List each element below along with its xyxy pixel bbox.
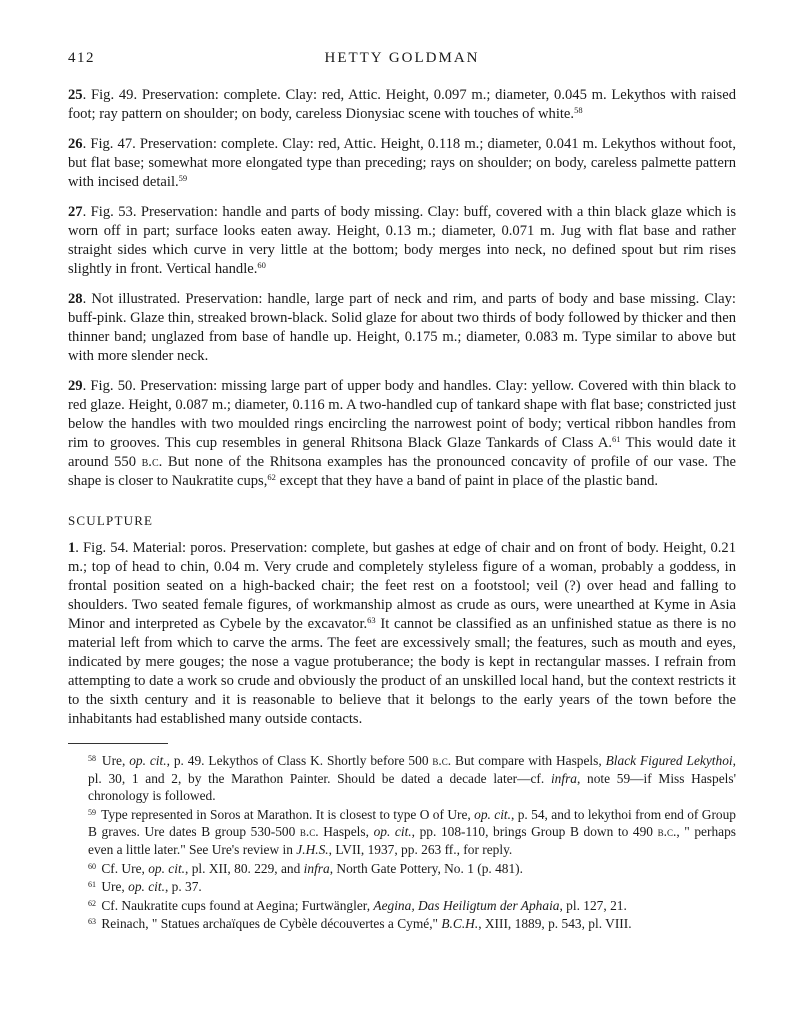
running-title: HETTY GOLDMAN bbox=[324, 50, 480, 66]
footnote-text: Haspels, bbox=[318, 824, 374, 840]
footnote-italic: Black Figured Lekythoi bbox=[605, 753, 733, 768]
footnote-mark: 58 bbox=[88, 754, 96, 763]
footnote-62 bbox=[68, 897, 736, 915]
footnote-text: Ure, bbox=[98, 753, 130, 768]
footnote-text: , pl. 30, 1 and 2, by the Marathon Painter. Should be dated a decade later—cf. bbox=[88, 753, 736, 786]
footnote-text: , p. 54, and to lekythoi from end of Group B graves. Ure dates B group 530-500 bbox=[88, 806, 736, 840]
catalogue-entry-28 bbox=[68, 290, 736, 366]
footnote-italic: op. cit. bbox=[373, 824, 412, 840]
footnote-italic: op. cit. bbox=[474, 806, 511, 822]
footnote-text: , pp. 108-110, brings Group B down to 490 bbox=[411, 824, 658, 840]
era-abbreviation: b.c. bbox=[141, 454, 163, 470]
footnote-text: , note 59—if Miss Haspels' chronology is followed. bbox=[88, 770, 736, 804]
era-abbreviation: b.c. bbox=[432, 753, 452, 768]
entry-text: except that they have a band of paint in place of the plastic band. bbox=[275, 473, 659, 489]
footnote-italic: infra bbox=[303, 860, 330, 876]
entry-number: 1 bbox=[68, 540, 76, 556]
footnote-mark: 62 bbox=[88, 898, 96, 908]
entry-number: 25 bbox=[68, 87, 83, 103]
footnote-text: , North Gate Pottery, No. 1 (p. 481). bbox=[329, 860, 523, 876]
entry-number: 27 bbox=[68, 204, 83, 220]
footnote-text: , pl. XII, 80. 229, and bbox=[185, 860, 304, 876]
footnote-61 bbox=[68, 878, 736, 896]
footnote-ref: 58 bbox=[574, 105, 583, 115]
entry-text: . Fig. 47. Preservation: complete. Clay: red, Attic. Height, 0.118 m.; diameter, 0.041 m. Lekythos without foot, but flat base; somewhat more elongated type than preceding; rays on shoulder; on body, careless palmette pattern with incised detail. bbox=[68, 136, 736, 190]
footnote-63 bbox=[68, 915, 736, 933]
footnote-text: Ure, bbox=[98, 879, 129, 895]
page bbox=[68, 48, 736, 933]
footnote-italic: J.H.S. bbox=[296, 841, 329, 857]
catalogue-entry-25 bbox=[68, 86, 736, 124]
footnote-59 bbox=[68, 806, 736, 859]
footnote-mark: 59 bbox=[88, 807, 96, 817]
footnote-mark: 60 bbox=[88, 861, 96, 871]
footnote-ref: 62 bbox=[267, 472, 276, 482]
footnote-text: Cf. Naukratite cups found at Aegina; Furtwängler, bbox=[98, 897, 374, 913]
era-abbreviation: b.c. bbox=[657, 824, 677, 840]
footnote-divider bbox=[68, 743, 168, 744]
footnote-italic: op. cit. bbox=[129, 753, 167, 768]
footnote-mark: 61 bbox=[88, 880, 96, 890]
entry-text: . Fig. 54. Material: poros. Preservation: complete, but gashes at edge of chair and on front of body. Height, 0.21 m.; top of head to chin, 0.04 m. Very crude and completely styleless figure of a woman, probably a goddess, in frontal position seated on a high-backed chair; the feet rest on a footstool; veil (?) over head and falling to shoulders. Two seated female figures, of workmanship almost as crude as ours, were unearthed at Kyme in Asia Minor and interpreted as Cybele by the excavator. bbox=[68, 540, 736, 632]
sculpture-entry-1 bbox=[68, 539, 736, 729]
entry-number: 28 bbox=[68, 291, 83, 307]
section-heading-sculpture: SCULPTURE bbox=[68, 513, 154, 528]
footnote-italic: Aegina, Das Heiligtum der Aphaia bbox=[373, 897, 560, 913]
page-header bbox=[68, 48, 736, 72]
catalogue-entry-26 bbox=[68, 135, 736, 192]
footnote-text: , p. 37. bbox=[164, 879, 202, 895]
footnote-text: Type represented in Soros at Marathon. It is closest to type O of Ure, bbox=[98, 806, 475, 822]
footnote-italic: infra bbox=[550, 770, 577, 786]
catalogue-entry-27 bbox=[68, 203, 736, 279]
footnote-ref: 61 bbox=[612, 434, 621, 444]
page-number: 412 bbox=[68, 50, 95, 66]
footnote-text: , " perhaps even a little later." See Ure's review in bbox=[88, 824, 736, 857]
footnote-ref: 59 bbox=[178, 173, 188, 183]
entry-text: . Fig. 50. Preservation: missing large part of upper body and handles. Clay: yellow. Covered with thin black to red glaze. Height, 0.087 m.; diameter, 0.116 m. A two-handled cup of tankard shape with flat base; constricted just below the handles with two moulded rings encircling the narrowest point of body; vertical ribbon handles from rim to grooves. This cup resembles in general Rhitsona Black Glaze Tankards of Class A. bbox=[68, 378, 736, 451]
footnote-text: , pl. 127, 21. bbox=[559, 897, 627, 913]
entry-text: . Not illustrated. Preservation: handle, large part of neck and rim, and parts of body and base missing. Clay: buff-pink. Glaze thin, streaked brown-black. Solid glaze for about two thirds of body followed by thicker and then thinner band; unglazed from base of handle up. Height, 0.175 m.; diameter, 0.083 m. Type similar to above but with more slender neck. bbox=[68, 291, 736, 364]
catalogue-entry-29 bbox=[68, 377, 736, 491]
footnote-italic: op. cit. bbox=[148, 860, 186, 876]
entry-text: This would date it around 550 bbox=[68, 435, 736, 470]
footnote-italic: op. cit. bbox=[128, 879, 165, 895]
footnote-ref: 63 bbox=[367, 615, 376, 625]
footnote-mark: 63 bbox=[88, 917, 96, 927]
entry-number: 26 bbox=[68, 136, 83, 152]
footnote-58 bbox=[68, 752, 736, 805]
footnote-text: , p. 49. Lekythos of Class K. Shortly before 500 bbox=[166, 753, 433, 768]
entry-text: It cannot be classified as an unfinished statue as there is no material left from which to carve the arms. The feet are excessively small; the features, such as mouth and eyes, indicated by mere gouges; the nose a vague protuberance; the body is kept in rectangular masses. I refrain from attempting to date a work so crude and obviously the product of an unskilled local hand, but the context restricts it to the sixth century and it is reasonable to believe that it belongs to the early years of the town before the inhabitants had established many outside contacts. bbox=[68, 616, 737, 727]
footnote-italic: B.C.H. bbox=[441, 916, 479, 932]
entry-text: But none of the Rhitsona examples has the pronounced concavity of profile of our vase. The shape is closer to Naukratite cups, bbox=[68, 454, 736, 489]
footnote-ref: 60 bbox=[257, 260, 266, 270]
footnote-text: , LVII, 1937, pp. 263 ff., for reply. bbox=[328, 841, 513, 857]
footnote-text: Reinach, " Statues archaïques de Cybèle découvertes a Cymé," bbox=[98, 916, 442, 932]
footnote-60 bbox=[68, 860, 736, 878]
entry-number: 29 bbox=[68, 378, 83, 394]
footnote-text: , XIII, 1889, p. 543, pl. VIII. bbox=[478, 916, 632, 932]
entry-text: . Fig. 53. Preservation: handle and parts of body missing. Clay: buff, covered with a thin black glaze which is worn off in part; surface looks eaten away. Height, 0.13 m.; diameter, 0.071 m. Jug with flat base and rather straight sides which curve in very little at the bottom; body merges into neck, no defined spout but rim rises slightly in front. Vertical handle. bbox=[68, 204, 736, 277]
entry-text: . Fig. 49. Preservation: complete. Clay: red, Attic. Height, 0.097 m.; diameter, 0.045 m. Lekythos with raised foot; ray pattern on shoulder; on body, careless Dionysiac scene with touches of white. bbox=[68, 87, 736, 122]
footnote-text: Cf. Ure, bbox=[98, 860, 149, 876]
era-abbreviation: b.c. bbox=[299, 824, 319, 840]
footnote-text: But compare with Haspels, bbox=[451, 753, 606, 768]
